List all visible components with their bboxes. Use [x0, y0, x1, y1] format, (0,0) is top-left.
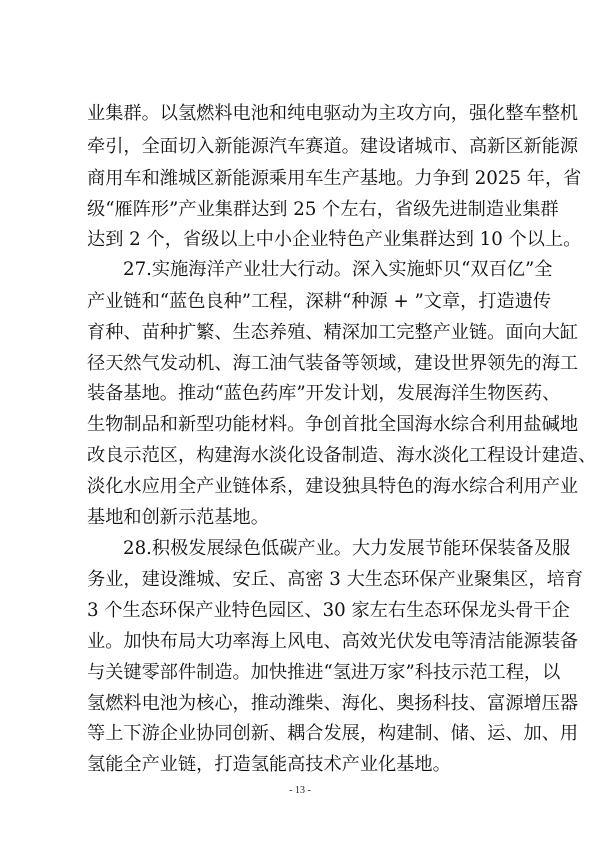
text-line: 3 个生态环保产业特色园区、30 家左右生态环保龙头骨干企 [87, 600, 570, 621]
text-line: 径天然气发动机、海工油气装备等领域，建设世界领先的海工 [87, 353, 579, 374]
text-line: 与关键零部件制造。加快推进“氢进万家”科技示范工程，以 [87, 662, 561, 683]
text-line: 级“雁阵形”产业集群达到 25 个左右，省级先进制造业集群 [87, 199, 559, 220]
text-line: 氢能全产业链，打造氢能高技术产业化基地。 [87, 754, 451, 775]
page-number: - 13 - [289, 785, 311, 796]
text-line: 改良示范区，构建海水淡化设备制造、海水淡化工程设计建造、 [87, 445, 597, 466]
text-line: 氢燃料电池为核心，推动潍柴、海化、奥扬科技、富源增压器 [87, 693, 579, 714]
text-line: 业集群。以氢燃料电池和纯电驱动为主攻方向，强化整车整机 [87, 103, 579, 124]
text-line: 淡化水应用全产业链体系，建设独具特色的海水综合利用产业 [87, 476, 579, 497]
text-line: 业。加快布局大功率海上风电、高效光伏发电等清洁能源装备 [87, 631, 579, 652]
item-28-heading-line: 28.积极发展绿色低碳产业。大力发展节能环保装备及服 [123, 538, 571, 559]
text-line: 育种、苗种扩繁、生态养殖、精深加工完整产业链。面向大缸 [87, 322, 579, 343]
text-line: 产业链和“蓝色良种”工程，深耕“种源 + ”文章，打造遗传 [87, 291, 552, 312]
text-line: 装备基地。推动“蓝色药库”开发计划，发展海洋生物医药、 [87, 383, 561, 404]
text-line: 商用车和潍城区新能源乘用车生产基地。力争到 2025 年，省 [87, 168, 582, 189]
text-line: 基地和创新示范基地。 [87, 507, 269, 528]
text-line: 达到 2 个，省级以上中小企业特色产业集群达到 10 个以上。 [87, 229, 582, 250]
text-line: 务业，建设潍城、安丘、高密 3 大生态环保产业聚集区，培育 [87, 569, 584, 590]
text-line: 生物制品和新型功能材料。争创首批全国海水综合利用盐碱地 [87, 414, 579, 435]
text-line: 等上下游企业协同创新、耦合发展，构建制、储、运、加、用 [87, 723, 579, 744]
item-27-heading-line: 27.实施海洋产业壮大行动。深入实施虾贝“双百亿”全 [123, 259, 553, 280]
text-line: 牵引，全面切入新能源汽车赛道。建设诸城市、高新区新能源 [87, 136, 579, 157]
